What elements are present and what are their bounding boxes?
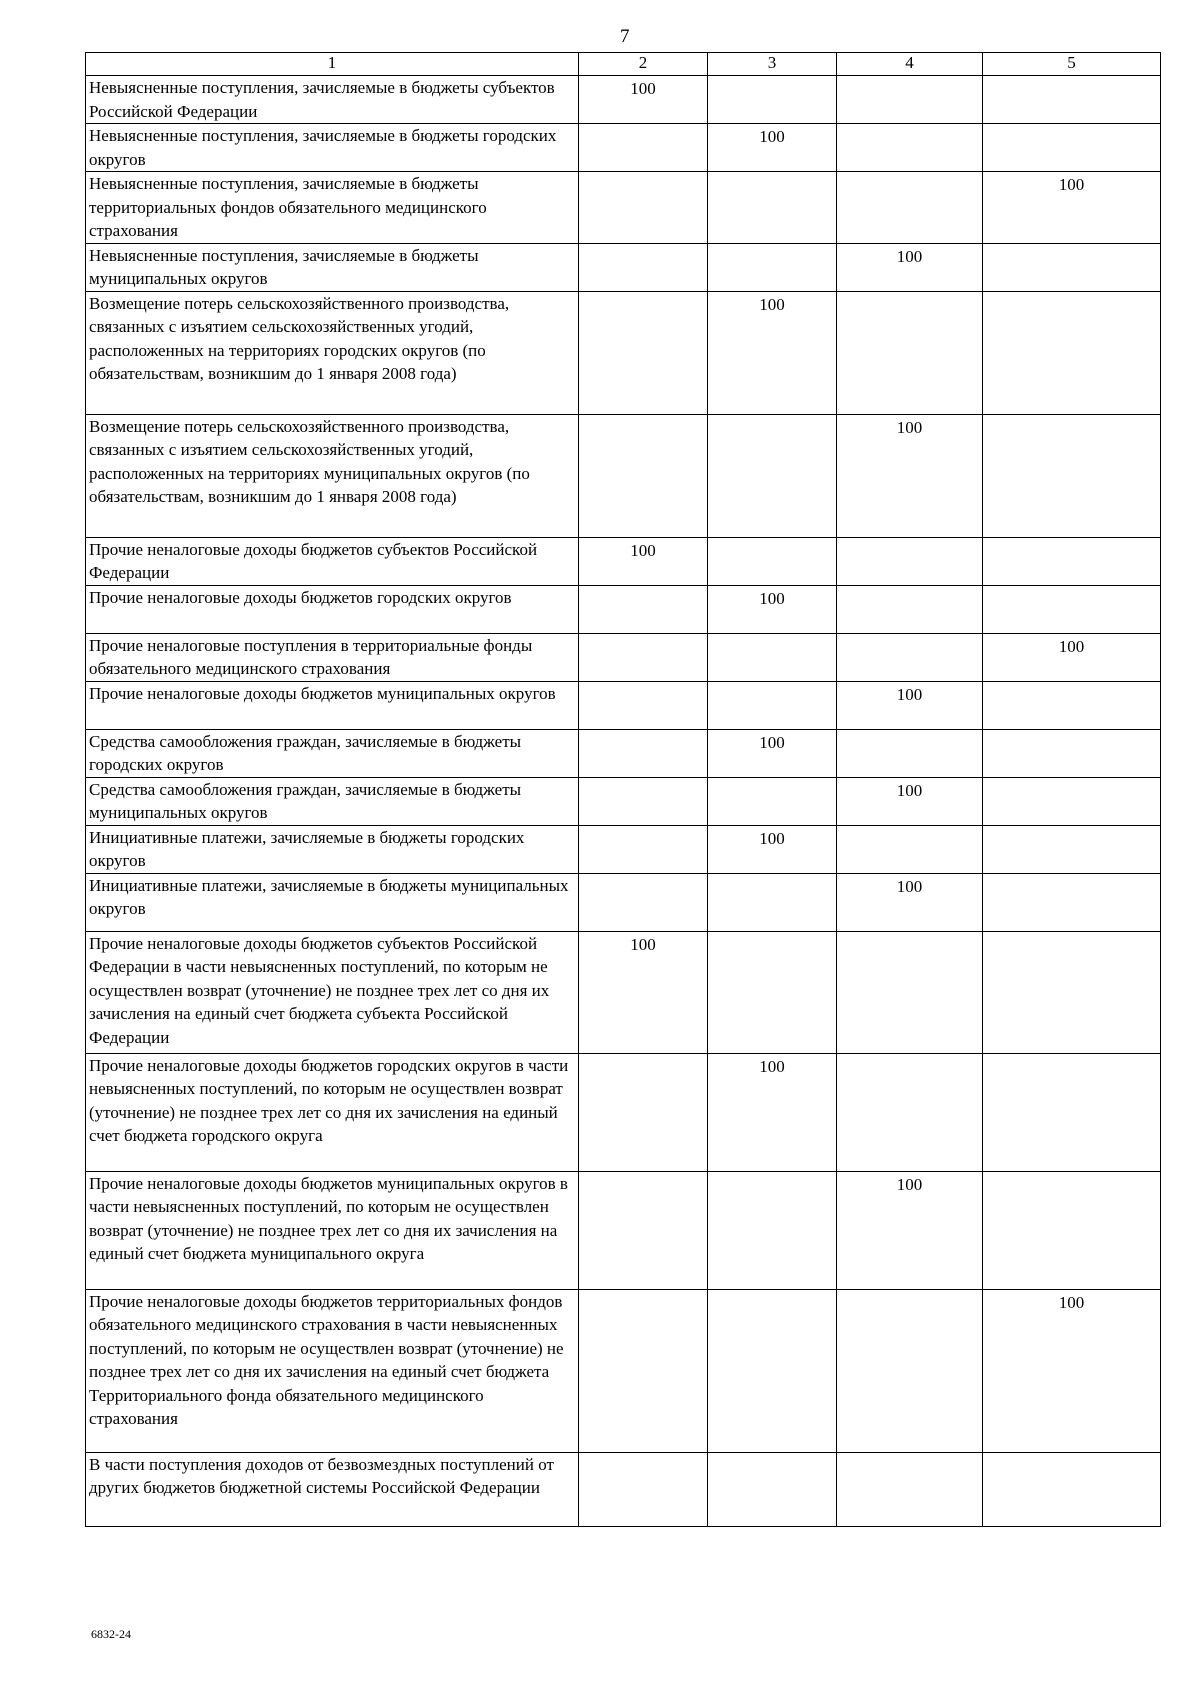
percent-cell-col-4 bbox=[837, 931, 983, 1053]
row-description: Возмещение потерь сельскохозяйственного производства, связанных с изъятием сельскохозяйственных угодий, расположенных на территориях городских округов (по обязательствам, возникшим до 1 января 2008 года) bbox=[86, 291, 579, 414]
percent-cell-col-2 bbox=[579, 172, 708, 244]
percent-cell-col-3: 100 bbox=[708, 291, 837, 414]
percent-cell-col-5 bbox=[983, 681, 1161, 729]
row-description: Средства самообложения граждан, зачисляемые в бюджеты муниципальных округов bbox=[86, 777, 579, 825]
percent-cell-col-3: 100 bbox=[708, 124, 837, 172]
percent-cell-col-2: 100 bbox=[579, 537, 708, 585]
percent-cell-col-2 bbox=[579, 124, 708, 172]
percent-cell-col-3 bbox=[708, 1289, 837, 1452]
percent-cell-col-3 bbox=[708, 681, 837, 729]
percent-cell-col-3: 100 bbox=[708, 825, 837, 873]
table-row bbox=[86, 585, 1161, 633]
percent-cell-col-2 bbox=[579, 681, 708, 729]
table-row bbox=[86, 1053, 1161, 1171]
percent-cell-col-5 bbox=[983, 777, 1161, 825]
column-header-2: 2 bbox=[579, 53, 708, 76]
percent-cell-col-4: 100 bbox=[837, 1171, 983, 1289]
table-row bbox=[86, 873, 1161, 931]
percent-cell-col-3 bbox=[708, 777, 837, 825]
row-description: Невыясненные поступления, зачисляемые в бюджеты городских округов bbox=[86, 124, 579, 172]
percent-cell-col-2 bbox=[579, 585, 708, 633]
percent-cell-col-2 bbox=[579, 873, 708, 931]
percent-cell-col-4 bbox=[837, 585, 983, 633]
page-number: 7 bbox=[620, 26, 630, 47]
document-code: 6832-24 bbox=[91, 1627, 131, 1641]
percent-cell-col-4 bbox=[837, 76, 983, 124]
table-row bbox=[86, 1171, 1161, 1289]
percent-cell-col-4 bbox=[837, 537, 983, 585]
row-description: Прочие неналоговые доходы бюджетов городских округов в части невыясненных поступлений, по которым не осуществлен возврат (уточнение) не позднее трех лет со дня их зачисления на единый счет бюджета городского округа bbox=[86, 1053, 579, 1171]
table-row bbox=[86, 1289, 1161, 1452]
table-row bbox=[86, 172, 1161, 244]
table-row bbox=[86, 931, 1161, 1053]
row-description: Возмещение потерь сельскохозяйственного производства, связанных с изъятием сельскохозяйственных угодий, расположенных на территориях муниципальных округов (по обязательствам, возникшим до 1 января 2008 года) bbox=[86, 414, 579, 537]
row-description: Невыясненные поступления, зачисляемые в бюджеты субъектов Российской Федерации bbox=[86, 76, 579, 124]
column-header-5: 5 bbox=[983, 53, 1161, 76]
column-header-1: 1 bbox=[86, 53, 579, 76]
percent-cell-col-4 bbox=[837, 172, 983, 244]
table-row bbox=[86, 291, 1161, 414]
percent-cell-col-2 bbox=[579, 291, 708, 414]
percent-cell-col-3 bbox=[708, 1171, 837, 1289]
row-description: Средства самообложения граждан, зачисляемые в бюджеты городских округов bbox=[86, 729, 579, 777]
percent-cell-col-4 bbox=[837, 1452, 983, 1526]
percent-cell-col-3 bbox=[708, 243, 837, 291]
percent-cell-col-5: 100 bbox=[983, 172, 1161, 244]
percent-cell-col-5 bbox=[983, 873, 1161, 931]
table-row bbox=[86, 633, 1161, 681]
percent-cell-col-4 bbox=[837, 825, 983, 873]
row-description: Инициативные платежи, зачисляемые в бюджеты муниципальных округов bbox=[86, 873, 579, 931]
table-header-row bbox=[86, 53, 1161, 76]
percent-cell-col-2: 100 bbox=[579, 931, 708, 1053]
percent-cell-col-4 bbox=[837, 291, 983, 414]
percent-cell-col-2 bbox=[579, 777, 708, 825]
percent-cell-col-4: 100 bbox=[837, 777, 983, 825]
row-description: Невыясненные поступления, зачисляемые в бюджеты территориальных фондов обязательного медицинского страхования bbox=[86, 172, 579, 244]
column-header-4: 4 bbox=[837, 53, 983, 76]
table-row bbox=[86, 124, 1161, 172]
percent-cell-col-2 bbox=[579, 1289, 708, 1452]
percent-cell-col-5 bbox=[983, 537, 1161, 585]
table-row bbox=[86, 681, 1161, 729]
percent-cell-col-5 bbox=[983, 1452, 1161, 1526]
percent-cell-col-4 bbox=[837, 633, 983, 681]
percent-cell-col-3 bbox=[708, 537, 837, 585]
percent-cell-col-2 bbox=[579, 243, 708, 291]
percent-cell-col-2 bbox=[579, 414, 708, 537]
row-description: Прочие неналоговые доходы бюджетов муниципальных округов в части невыясненных поступлений, по которым не осуществлен возврат (уточнение) не позднее трех лет со дня их зачисления на единый счет бюджета муниципального округа bbox=[86, 1171, 579, 1289]
percent-cell-col-5: 100 bbox=[983, 1289, 1161, 1452]
percent-cell-col-3 bbox=[708, 1452, 837, 1526]
percent-cell-col-5 bbox=[983, 243, 1161, 291]
row-description: Инициативные платежи, зачисляемые в бюджеты городских округов bbox=[86, 825, 579, 873]
percent-cell-col-2 bbox=[579, 1053, 708, 1171]
row-description: Невыясненные поступления, зачисляемые в бюджеты муниципальных округов bbox=[86, 243, 579, 291]
row-description: Прочие неналоговые доходы бюджетов муниципальных округов bbox=[86, 681, 579, 729]
percent-cell-col-3 bbox=[708, 76, 837, 124]
percent-cell-col-2 bbox=[579, 729, 708, 777]
percent-cell-col-4 bbox=[837, 124, 983, 172]
row-description: Прочие неналоговые доходы бюджетов территориальных фондов обязательного медицинского страхования в части невыясненных поступлений, по которым не осуществлен возврат (уточнение) не позднее трех лет со дня их зачисления на единый счет бюджета Территориального фонда обязательного медицинского страхования bbox=[86, 1289, 579, 1452]
percent-cell-col-3 bbox=[708, 414, 837, 537]
percent-cell-col-4: 100 bbox=[837, 414, 983, 537]
percent-cell-col-3: 100 bbox=[708, 1053, 837, 1171]
percent-cell-col-2: 100 bbox=[579, 76, 708, 124]
row-description: В части поступления доходов от безвозмездных поступлений от других бюджетов бюджетной системы Российской Федерации bbox=[86, 1452, 579, 1526]
percent-cell-col-3 bbox=[708, 633, 837, 681]
percent-cell-col-5 bbox=[983, 1171, 1161, 1289]
percent-cell-col-2 bbox=[579, 633, 708, 681]
percent-cell-col-4 bbox=[837, 1053, 983, 1171]
percent-cell-col-4: 100 bbox=[837, 243, 983, 291]
percent-cell-col-5 bbox=[983, 414, 1161, 537]
budget-allocation-table bbox=[85, 52, 1161, 1527]
percent-cell-col-4 bbox=[837, 729, 983, 777]
percent-cell-col-4: 100 bbox=[837, 681, 983, 729]
percent-cell-col-3: 100 bbox=[708, 729, 837, 777]
percent-cell-col-3: 100 bbox=[708, 585, 837, 633]
table-row bbox=[86, 414, 1161, 537]
column-header-3: 3 bbox=[708, 53, 837, 76]
percent-cell-col-5 bbox=[983, 76, 1161, 124]
percent-cell-col-5: 100 bbox=[983, 633, 1161, 681]
percent-cell-col-3 bbox=[708, 931, 837, 1053]
percent-cell-col-5 bbox=[983, 291, 1161, 414]
percent-cell-col-5 bbox=[983, 124, 1161, 172]
percent-cell-col-5 bbox=[983, 729, 1161, 777]
row-description: Прочие неналоговые доходы бюджетов субъектов Российской Федерации bbox=[86, 537, 579, 585]
table-row bbox=[86, 777, 1161, 825]
percent-cell-col-5 bbox=[983, 931, 1161, 1053]
percent-cell-col-2 bbox=[579, 1452, 708, 1526]
row-description: Прочие неналоговые поступления в территориальные фонды обязательного медицинского страхования bbox=[86, 633, 579, 681]
percent-cell-col-5 bbox=[983, 585, 1161, 633]
row-description: Прочие неналоговые доходы бюджетов субъектов Российской Федерации в части невыясненных поступлений, по которым не осуществлен возврат (уточнение) не позднее трех лет со дня их зачисления на единый счет бюджета субъекта Российской Федерации bbox=[86, 931, 579, 1053]
table-row bbox=[86, 243, 1161, 291]
table-row bbox=[86, 729, 1161, 777]
percent-cell-col-2 bbox=[579, 1171, 708, 1289]
row-description: Прочие неналоговые доходы бюджетов городских округов bbox=[86, 585, 579, 633]
table-row bbox=[86, 825, 1161, 873]
table-row bbox=[86, 537, 1161, 585]
percent-cell-col-5 bbox=[983, 1053, 1161, 1171]
table-row bbox=[86, 76, 1161, 124]
percent-cell-col-2 bbox=[579, 825, 708, 873]
percent-cell-col-4 bbox=[837, 1289, 983, 1452]
table-row bbox=[86, 1452, 1161, 1526]
percent-cell-col-3 bbox=[708, 172, 837, 244]
percent-cell-col-4: 100 bbox=[837, 873, 983, 931]
percent-cell-col-3 bbox=[708, 873, 837, 931]
percent-cell-col-5 bbox=[983, 825, 1161, 873]
